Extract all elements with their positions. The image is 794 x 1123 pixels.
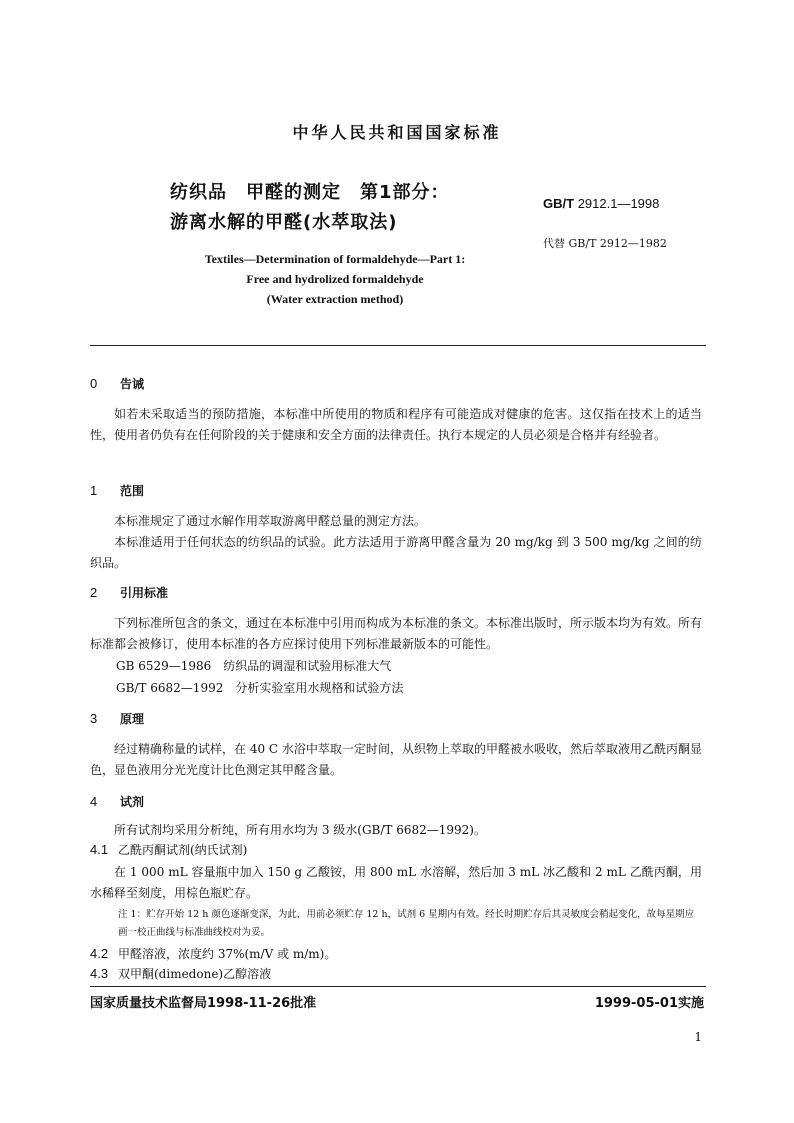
footer-divider: [90, 986, 706, 987]
section-number: 0: [90, 376, 98, 391]
page-number: 1: [694, 1030, 702, 1044]
header-divider: [90, 345, 706, 346]
section-title: 试剂: [120, 795, 145, 809]
section-4-heading: [90, 793, 144, 810]
effective-date: 1999-05-01实施: [594, 996, 704, 1011]
subsection-4-1-heading: [90, 841, 247, 858]
title-en-line2: Free and hydrolized formaldehyde: [246, 272, 424, 286]
standard-number: [543, 196, 659, 211]
section-title: 告诫: [120, 377, 145, 391]
subsection-4-1-text: 在 1 000 mL 容量瓶中加入 150 g 乙酸铵，用 800 mL 水溶解，然后加 3 mL 冰乙酸和 2 mL 乙酰丙酮，用水稀释至刻度，用棕色瓶贮存。: [90, 865, 702, 900]
standard-prefix: GB/T: [543, 196, 575, 211]
section-number: 1: [90, 483, 98, 498]
approval-line: 国家质量技术监督局1998-11-26批准: [90, 996, 317, 1011]
title-en-line3: (Water extraction method): [266, 292, 404, 306]
section-title: 引用标准: [120, 586, 169, 600]
section-2-heading: [90, 584, 168, 601]
section-1-heading: [90, 482, 144, 499]
subsection-title: 乙酰丙酮试剂(纳氏试剂): [118, 843, 248, 857]
title-en-line1: Textiles—Determination of formaldehyde—Part 1:: [204, 252, 466, 266]
subsection-number: 4.1: [90, 842, 109, 857]
standard-code: 2912.1—1998: [577, 196, 660, 211]
subsection-4-3: [90, 965, 271, 982]
subsection-number: 4.2: [90, 946, 109, 961]
section-title: 范围: [120, 484, 145, 498]
section-number: 3: [90, 711, 98, 726]
title-cn-line2: 游离水解的甲醛(水萃取法): [170, 212, 398, 233]
section-0-heading: [90, 375, 144, 392]
section-2-para-1: 下列标准所包含的条文，通过在本标准中引用而构成为本标准的条文。本标准出版时，所示版本均为有效。所有标准都会被修订，使用本标准的各方应探讨使用下列标准最新版本的可能性。: [90, 616, 703, 651]
section-4-para-1: 所有试剂均采用分析纯，所有用水均为 3 级水(GB/T 6682—1992)。: [114, 823, 486, 837]
section-1-para-2: 本标准适用于任何状态的纺织品的试验。此方法适用于游离甲醛含量为 20 mg/kg 到 3 500 mg/kg 之间的纺织品。: [90, 535, 702, 570]
reference-gb6529: GB 6529—1986 纺织品的调湿和试验用标准大气: [116, 659, 392, 673]
section-number: 2: [90, 585, 98, 600]
subsection-number: 4.3: [90, 966, 109, 981]
subsection-4-2: [90, 945, 336, 962]
section-3-text: 经过精确称量的试样，在 40 C 水浴中萃取一定时间，从织物上萃取的甲醛被水吸收，然后萃取液用乙酰丙酮显色，显色液用分光光度计比色测定其甲醛含量。: [90, 742, 702, 777]
national-standard-heading: 中华人民共和国国家标准: [292, 123, 502, 142]
replaces-note: 代替 GB/T 2912—1982: [543, 237, 667, 250]
subsection-text: 双甲酮(dimedone)乙醇溶液: [118, 967, 272, 981]
title-cn-line1: 纺织品 甲醛的测定 第1部分：: [170, 182, 450, 203]
section-3-heading: [90, 710, 144, 727]
subsection-text: 甲醛溶液，浓度约 37%(m/V 或 m/m)。: [118, 947, 337, 961]
section-title: 原理: [120, 712, 145, 726]
section-number: 4: [90, 794, 98, 809]
note-1: 注 1：贮存开始 12 h 颜色逐渐变深，为此，用前必须贮存 12 h，试剂 6 星期内有效。经长时期贮存后其灵敏度会稍起变化，故每星期应画一校正曲线与标准曲线校对为妥。: [118, 909, 695, 938]
reference-gbt6682: GB/T 6682—1992 分析实验室用水规格和试验方法: [116, 681, 404, 695]
section-1-para-1: 本标准规定了通过水解作用萃取游离甲醛总量的测定方法。: [114, 514, 427, 528]
section-0-text: 如若未采取适当的预防措施，本标准中所使用的物质和程序有可能造成对健康的危害。这仅指在技术上的适当性，使用者仍负有在任何阶段的关于健康和安全方面的法律责任。执行本规定的人员必须是合格并有经验者。: [90, 407, 702, 442]
